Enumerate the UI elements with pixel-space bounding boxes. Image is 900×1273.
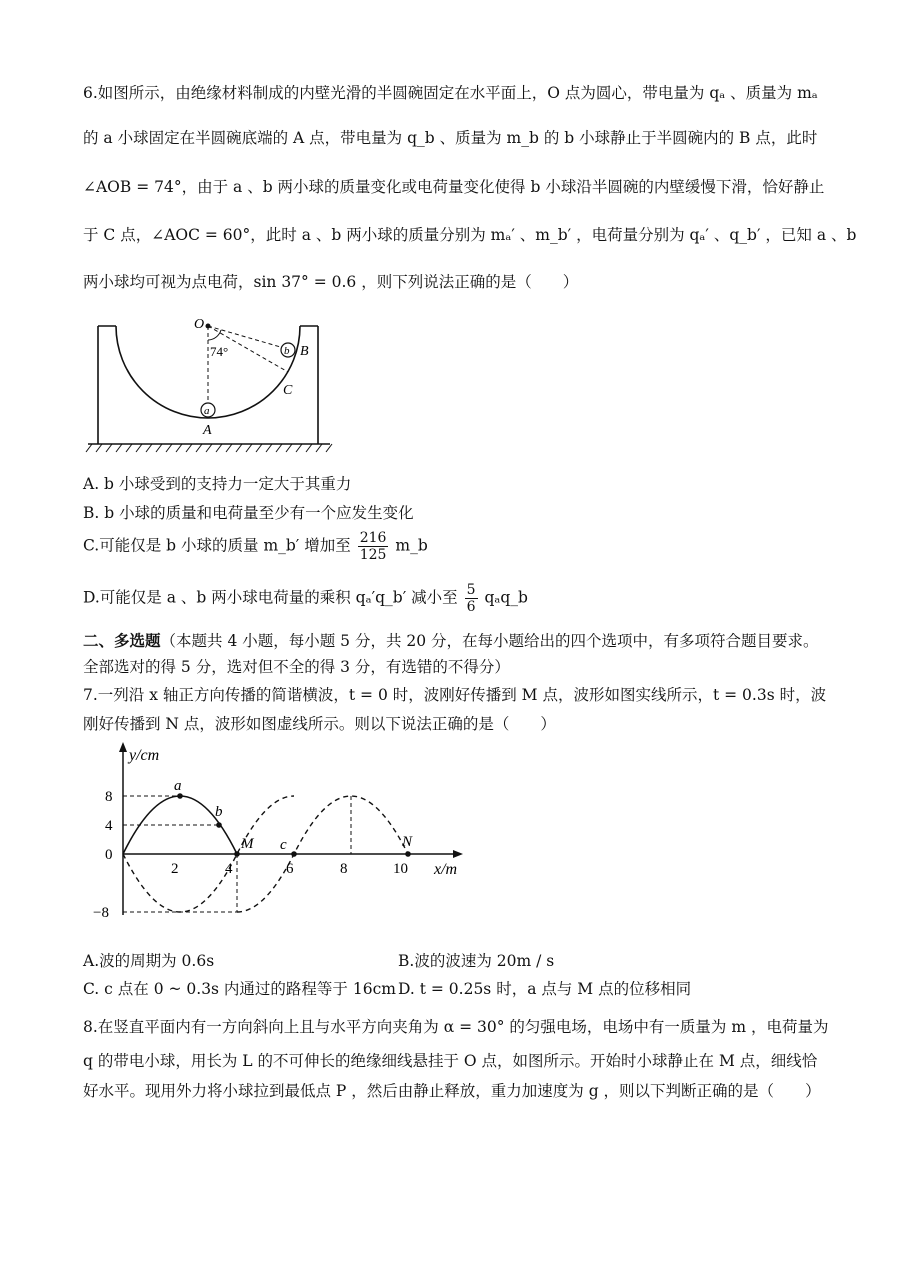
q8-line-3: 好水平。现用外力将小球拉到最低点 P ，然后由静止释放，重力加速度为 g ，则以下判断正确的是（ ） bbox=[83, 1082, 821, 1100]
q6-option-D-num: 5 bbox=[466, 582, 476, 598]
q7-ylabel: y/cm bbox=[129, 747, 160, 764]
section2-line-1 bbox=[83, 630, 819, 652]
q7-point-b bbox=[216, 822, 222, 828]
q6-option-D bbox=[83, 582, 528, 615]
q7-ytick-0: 0 bbox=[105, 847, 113, 863]
q7-point-N bbox=[405, 851, 411, 857]
q6-label-ball-a: a bbox=[204, 405, 210, 417]
q7-point-c bbox=[291, 851, 297, 857]
q6-label-A: A bbox=[203, 423, 212, 438]
q7-xtick-6: 6 bbox=[286, 861, 294, 877]
q6-label-O: O bbox=[194, 317, 205, 332]
q7-option-C: C. c 点在 0 ~ 0.3s 内通过的路程等于 16cm bbox=[83, 980, 396, 998]
q6-option-C-suffix: m_b bbox=[395, 536, 428, 555]
q7-label-b: b bbox=[215, 804, 223, 820]
q6-option-C-text: C.可能仅是 b 小球的质量 m_b′ 增加至 bbox=[83, 536, 351, 555]
q6-option-C-num: 216 bbox=[359, 530, 387, 546]
q7-ytick-4: 4 bbox=[105, 818, 113, 834]
q6-line-4: 于 C 点，∠AOC = 60°，此时 a 、b 两小球的质量分别为 mₐ′ 、m_b′ ，电荷量分别为 qₐ′ 、q_b′ ，已知 a 、b bbox=[83, 226, 857, 244]
q6-option-B: B. b 小球的质量和电荷量至少有一个应发生变化 bbox=[83, 504, 414, 522]
q7-label-M: M bbox=[241, 836, 254, 852]
q6-label-B: B bbox=[300, 344, 309, 359]
q8-line-1: 8.在竖直平面内有一方向斜向上且与水平方向夹角为 α = 30° 的匀强电场，电场中有一质量为 m ，电荷量为 bbox=[83, 1018, 829, 1036]
q6-option-C-fraction bbox=[358, 530, 389, 563]
q7-option-A: A.波的周期为 0.6s bbox=[83, 952, 215, 970]
q6-option-C-den: 125 bbox=[359, 547, 387, 563]
q6-line-3: ∠AOB = 74°，由于 a 、b 两小球的质量变化或电荷量变化使得 b 小球沿半圆碗的内壁缓慢下滑，恰好静止 bbox=[83, 178, 825, 196]
q7-label-c: c bbox=[280, 837, 287, 853]
q7-xtick-2: 2 bbox=[171, 861, 179, 877]
q6-line-5: 两小球均可视为点电荷，sin 37° = 0.6 ，则下列说法正确的是（ ） bbox=[83, 273, 579, 291]
q7-xtick-10: 10 bbox=[393, 861, 408, 877]
q7-xlabel: x/m bbox=[434, 861, 458, 878]
q6-label-ball-b: b bbox=[284, 345, 290, 357]
q6-option-C bbox=[83, 530, 428, 563]
q7-label-N: N bbox=[402, 834, 413, 850]
q7-point-M bbox=[234, 851, 240, 857]
q7-wave-figure bbox=[85, 740, 475, 930]
q7-xtick-8: 8 bbox=[340, 861, 348, 877]
q6-label-C: C bbox=[283, 383, 293, 398]
q8-line-2: q 的带电小球，用长为 L 的不可伸长的绝缘细线悬挂于 O 点，如图所示。开始时小球静止在 M 点，细线恰 bbox=[83, 1052, 818, 1070]
q7-ytick-8: 8 bbox=[105, 789, 113, 805]
q6-option-D-den: 6 bbox=[466, 599, 476, 615]
q6-bowl-figure bbox=[80, 310, 340, 460]
q6-line-2: 的 a 小球固定在半圆碗底端的 A 点，带电量为 q_b 、质量为 m_b 的 b 小球静止于半圆碗内的 B 点，此时 bbox=[83, 129, 818, 147]
q7-ytick-neg8: −8 bbox=[93, 905, 109, 921]
q7-option-D: D. t = 0.25s 时，a 点与 M 点的位移相同 bbox=[398, 980, 692, 998]
q6-option-D-fraction bbox=[465, 582, 478, 615]
q7-line-1: 7.一列沿 x 轴正方向传播的简谐横波，t = 0 时，波刚好传播到 M 点，波形如图实线所示，t = 0.3s 时，波 bbox=[83, 686, 827, 704]
q6-option-A: A. b 小球受到的支持力一定大于其重力 bbox=[83, 475, 352, 493]
q6-option-D-text: D.可能仅是 a 、b 两小球电荷量的乘积 qₐ′q_b′ 减小至 bbox=[83, 588, 458, 607]
q7-point-a bbox=[177, 793, 183, 799]
q6-label-angle: 74° bbox=[210, 344, 229, 359]
section2-instructions: （本题共 4 小题，每小题 5 分，共 20 分，在每小题给出的四个选项中，有多项符合题目要求。 bbox=[160, 632, 819, 650]
section2-title: 二、多选题 bbox=[83, 631, 161, 650]
q6-line-1: 6.如图所示，由绝缘材料制成的内壁光滑的半圆碗固定在水平面上，O 点为圆心，带电量为 qₐ 、质量为 mₐ bbox=[83, 84, 818, 102]
q7-line-2: 刚好传播到 N 点，波形如图虚线所示。则以下说法正确的是（ ） bbox=[83, 715, 556, 733]
q7-label-a: a bbox=[174, 778, 182, 794]
q7-xtick-4: 4 bbox=[225, 861, 233, 877]
q6-option-D-suffix: qₐq_b bbox=[484, 588, 528, 607]
q7-option-B: B.波的波速为 20m / s bbox=[398, 952, 555, 970]
section2-line-2: 全部选对的得 5 分，选对但不全的得 3 分，有选错的不得分） bbox=[83, 658, 510, 676]
